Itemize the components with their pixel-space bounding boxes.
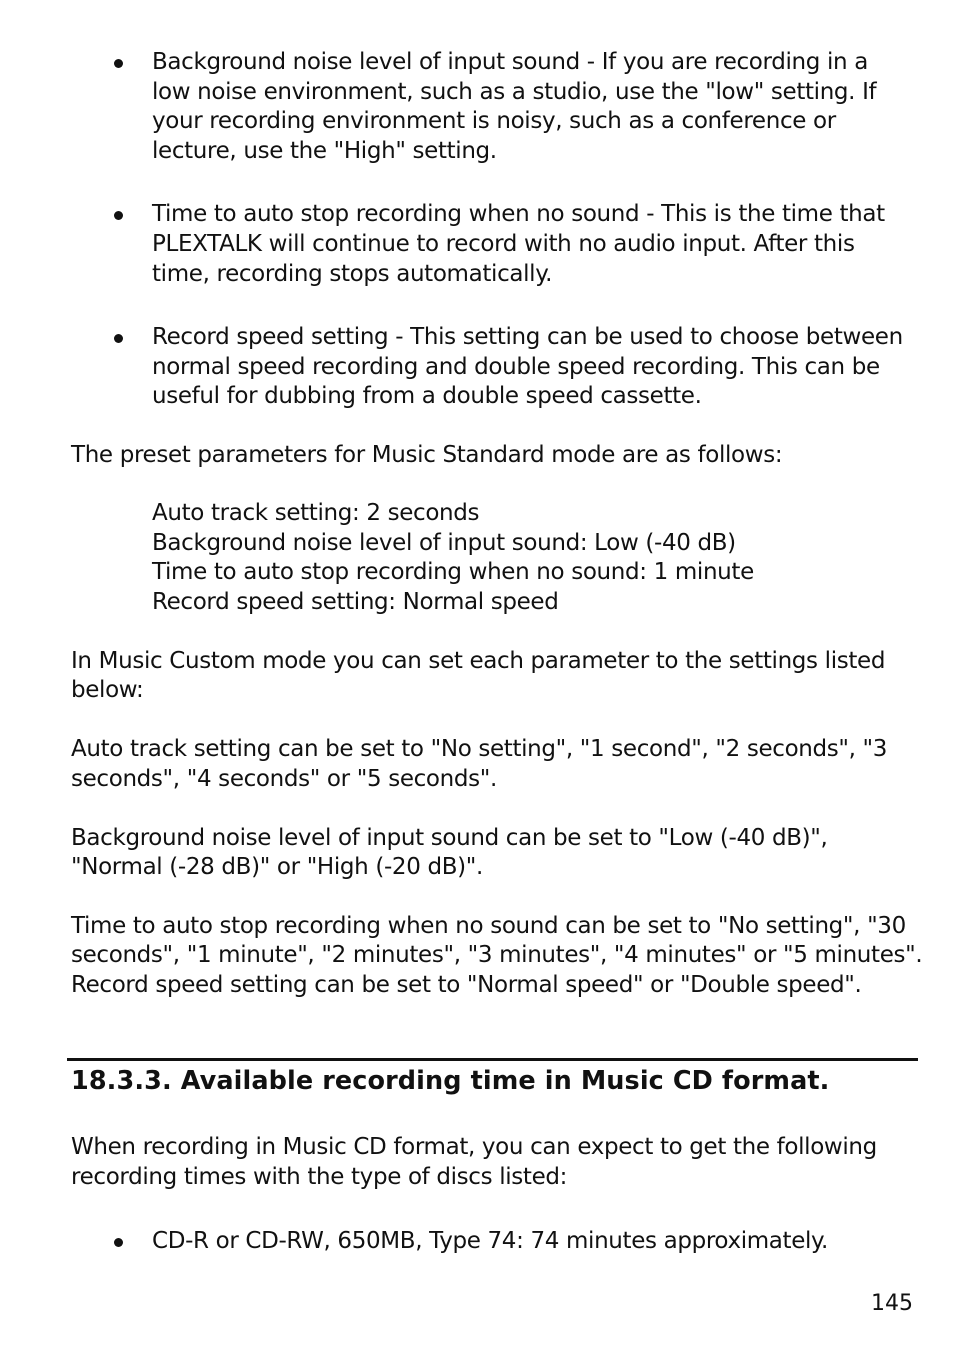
auto-stop-line: Record speed setting can be set to "Normal speed" or "Double speed". — [71, 972, 862, 998]
bullet-line: time, recording stops automatically. — [152, 261, 553, 287]
auto-stop-line: Time to auto stop recording when no sound can be set to "No setting", "30 — [71, 913, 906, 939]
auto-track-line: seconds", "4 seconds" or "5 seconds". — [71, 766, 497, 792]
custom-intro-line: In Music Custom mode you can set each parameter to the settings listed — [71, 648, 886, 674]
bullet-icon — [114, 1238, 123, 1247]
custom-intro-line: below: — [71, 677, 144, 703]
bullet-line: Record speed setting - This setting can be used to choose between — [152, 324, 903, 350]
bullet-line: your recording environment is noisy, such as a conference or — [152, 108, 836, 134]
preset-item: Record speed setting: Normal speed — [152, 589, 559, 615]
bullet-line: useful for dubbing from a double speed cassette. — [152, 383, 702, 409]
bullet-line: Background noise level of input sound - If you are recording in a — [152, 49, 868, 75]
bullet-line: normal speed recording and double speed recording. This can be — [152, 354, 880, 380]
preset-item: Time to auto stop recording when no sound: 1 minute — [152, 559, 754, 585]
bullet-icon — [114, 334, 123, 343]
preset-item: Auto track setting: 2 seconds — [152, 500, 480, 526]
noise-level-line: Background noise level of input sound can be set to "Low (-40 dB)", — [71, 825, 828, 851]
bullet-line: Time to auto stop recording when no sound - This is the time that — [152, 201, 885, 227]
cd-intro-line: When recording in Music CD format, you can expect to get the following — [71, 1134, 877, 1160]
bullet-icon — [114, 59, 123, 68]
section-heading: 18.3.3. Available recording time in Music CD format. — [71, 1066, 830, 1096]
cd-bullet-item: CD-R or CD-RW, 650MB, Type 74: 74 minutes approximately. — [152, 1228, 828, 1254]
preset-item: Background noise level of input sound: Low (-40 dB) — [152, 530, 736, 556]
auto-stop-line: seconds", "1 minute", "2 minutes", "3 minutes", "4 minutes" or "5 minutes". — [71, 942, 923, 968]
cd-intro-line: recording times with the type of discs listed: — [71, 1164, 568, 1190]
auto-track-line: Auto track setting can be set to "No setting", "1 second", "2 seconds", "3 — [71, 736, 888, 762]
section-divider — [67, 1058, 918, 1061]
bullet-line: lecture, use the "High" setting. — [152, 138, 497, 164]
bullet-icon — [114, 211, 123, 220]
preset-intro-paragraph: The preset parameters for Music Standard mode are as follows: — [71, 442, 783, 468]
bullet-line: PLEXTALK will continue to record with no audio input. After this — [152, 231, 855, 257]
noise-level-line: "Normal (-28 dB)" or "High (-20 dB)". — [71, 854, 483, 880]
page-number: 145 — [871, 1291, 913, 1316]
bullet-line: low noise environment, such as a studio, use the "low" setting. If — [152, 79, 877, 105]
